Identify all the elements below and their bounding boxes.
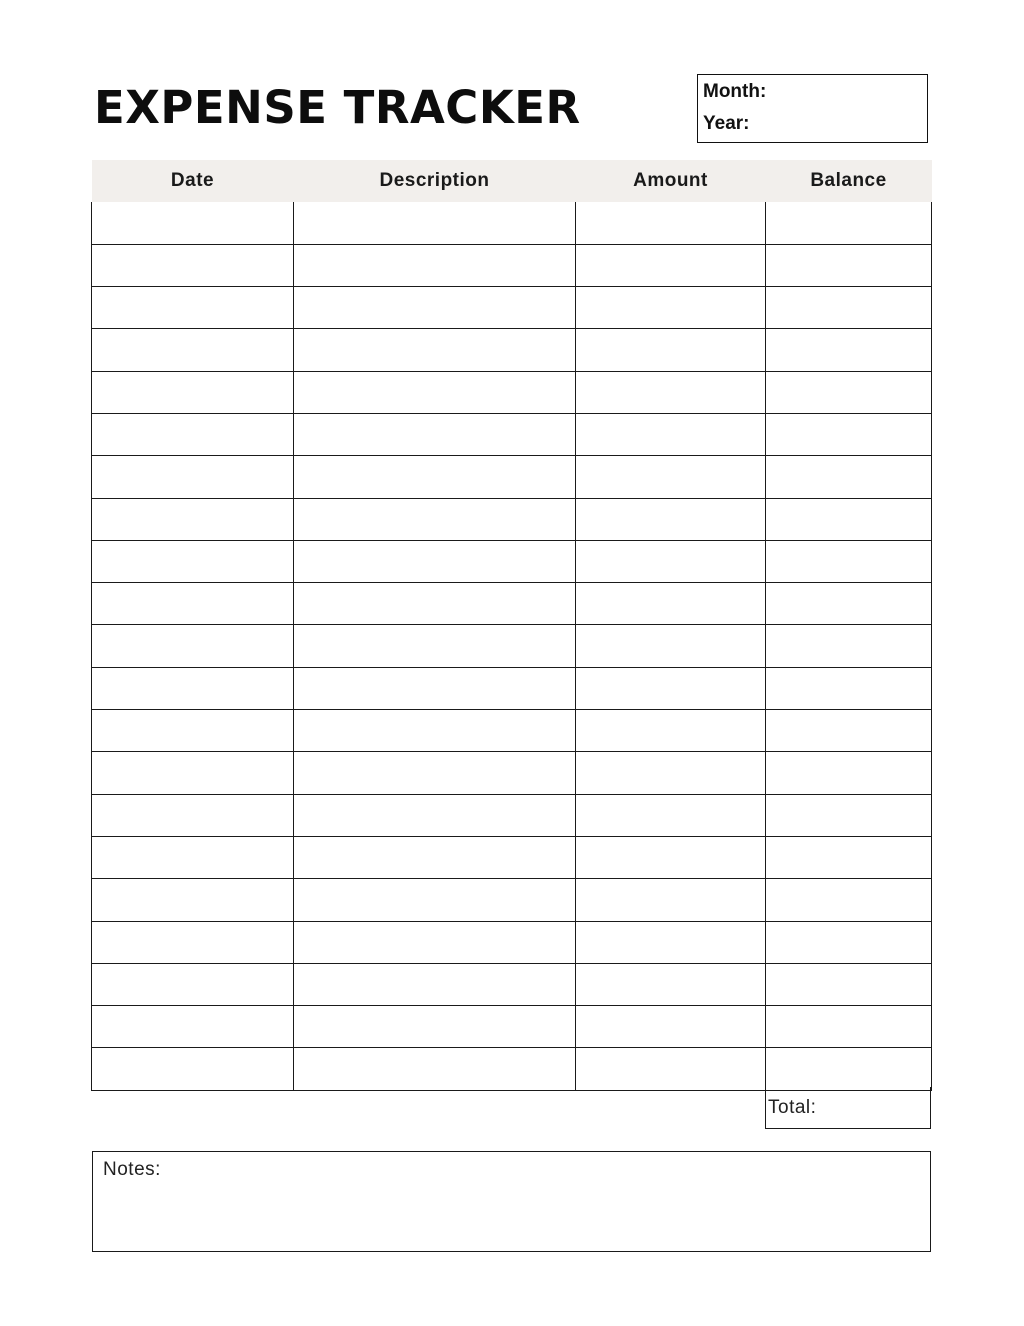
amount-cell[interactable]	[576, 329, 766, 371]
period-box	[697, 74, 928, 143]
date-cell[interactable]	[92, 1048, 294, 1090]
amount-cell[interactable]	[576, 667, 766, 709]
column-header-amount: Amount	[576, 160, 766, 202]
balance-cell[interactable]	[766, 963, 932, 1005]
description-cell[interactable]	[294, 413, 576, 455]
description-cell[interactable]	[294, 963, 576, 1005]
balance-cell[interactable]	[766, 498, 932, 540]
table-row	[92, 540, 932, 582]
table-row	[92, 371, 932, 413]
description-cell[interactable]	[294, 371, 576, 413]
amount-cell[interactable]	[576, 921, 766, 963]
amount-cell[interactable]	[576, 625, 766, 667]
table-row	[92, 625, 932, 667]
table-row	[92, 202, 932, 244]
table-row	[92, 963, 932, 1005]
total-label: Total:	[768, 1097, 817, 1118]
total-box	[765, 1087, 931, 1129]
notes-box	[92, 1151, 931, 1252]
table-row	[92, 710, 932, 752]
balance-cell[interactable]	[766, 794, 932, 836]
description-cell[interactable]	[294, 287, 576, 329]
table-row	[92, 456, 932, 498]
date-cell[interactable]	[92, 456, 294, 498]
balance-cell[interactable]	[766, 287, 932, 329]
amount-cell[interactable]	[576, 752, 766, 794]
date-cell[interactable]	[92, 667, 294, 709]
column-header-balance: Balance	[766, 160, 932, 202]
balance-cell[interactable]	[766, 752, 932, 794]
balance-cell[interactable]	[766, 456, 932, 498]
date-cell[interactable]	[92, 1006, 294, 1048]
balance-cell[interactable]	[766, 202, 932, 244]
year-field-label: Year:	[703, 113, 750, 134]
amount-cell[interactable]	[576, 963, 766, 1005]
amount-cell[interactable]	[576, 583, 766, 625]
description-cell[interactable]	[294, 329, 576, 371]
month-field-label: Month:	[703, 81, 767, 102]
amount-cell[interactable]	[576, 540, 766, 582]
description-cell[interactable]	[294, 625, 576, 667]
amount-cell[interactable]	[576, 498, 766, 540]
description-cell[interactable]	[294, 244, 576, 286]
date-cell[interactable]	[92, 921, 294, 963]
balance-cell[interactable]	[766, 371, 932, 413]
balance-cell[interactable]	[766, 540, 932, 582]
date-cell[interactable]	[92, 329, 294, 371]
amount-cell[interactable]	[576, 710, 766, 752]
date-cell[interactable]	[92, 202, 294, 244]
date-cell[interactable]	[92, 287, 294, 329]
balance-cell[interactable]	[766, 413, 932, 455]
description-cell[interactable]	[294, 202, 576, 244]
description-cell[interactable]	[294, 879, 576, 921]
amount-cell[interactable]	[576, 1006, 766, 1048]
date-cell[interactable]	[92, 371, 294, 413]
table-body	[92, 202, 932, 1090]
description-cell[interactable]	[294, 456, 576, 498]
balance-cell[interactable]	[766, 583, 932, 625]
page-title: EXPENSE TRACKER	[94, 81, 581, 134]
date-cell[interactable]	[92, 794, 294, 836]
balance-cell[interactable]	[766, 667, 932, 709]
date-cell[interactable]	[92, 583, 294, 625]
amount-cell[interactable]	[576, 456, 766, 498]
balance-cell[interactable]	[766, 879, 932, 921]
amount-cell[interactable]	[576, 371, 766, 413]
balance-cell[interactable]	[766, 921, 932, 963]
date-cell[interactable]	[92, 413, 294, 455]
table-header-row	[92, 160, 932, 202]
table-row	[92, 879, 932, 921]
date-cell[interactable]	[92, 836, 294, 878]
balance-cell[interactable]	[766, 1048, 932, 1090]
table-row	[92, 921, 932, 963]
amount-cell[interactable]	[576, 879, 766, 921]
table-row	[92, 498, 932, 540]
amount-cell[interactable]	[576, 202, 766, 244]
date-cell[interactable]	[92, 498, 294, 540]
column-header-date: Date	[92, 160, 294, 202]
description-cell[interactable]	[294, 498, 576, 540]
amount-cell[interactable]	[576, 794, 766, 836]
balance-cell[interactable]	[766, 625, 932, 667]
description-cell[interactable]	[294, 1006, 576, 1048]
table-row	[92, 667, 932, 709]
amount-cell[interactable]	[576, 1048, 766, 1090]
amount-cell[interactable]	[576, 244, 766, 286]
date-cell[interactable]	[92, 540, 294, 582]
table-row	[92, 287, 932, 329]
balance-cell[interactable]	[766, 1006, 932, 1048]
column-header-description: Description	[294, 160, 576, 202]
description-cell[interactable]	[294, 921, 576, 963]
table-row	[92, 329, 932, 371]
date-cell[interactable]	[92, 710, 294, 752]
description-cell[interactable]	[294, 752, 576, 794]
table-row	[92, 794, 932, 836]
notes-label: Notes:	[103, 1159, 161, 1180]
description-cell[interactable]	[294, 540, 576, 582]
table-row	[92, 1048, 932, 1090]
description-cell[interactable]	[294, 710, 576, 752]
amount-cell[interactable]	[576, 836, 766, 878]
date-cell[interactable]	[92, 244, 294, 286]
date-cell[interactable]	[92, 879, 294, 921]
description-cell[interactable]	[294, 794, 576, 836]
amount-cell[interactable]	[576, 287, 766, 329]
table-row	[92, 752, 932, 794]
date-cell[interactable]	[92, 625, 294, 667]
description-cell[interactable]	[294, 836, 576, 878]
table-row	[92, 583, 932, 625]
amount-cell[interactable]	[576, 413, 766, 455]
table-row	[92, 836, 932, 878]
date-cell[interactable]	[92, 752, 294, 794]
expense-table	[91, 160, 932, 1091]
description-cell[interactable]	[294, 583, 576, 625]
table-row	[92, 413, 932, 455]
description-cell[interactable]	[294, 667, 576, 709]
date-cell[interactable]	[92, 963, 294, 1005]
table-row	[92, 244, 932, 286]
balance-cell[interactable]	[766, 710, 932, 752]
balance-cell[interactable]	[766, 329, 932, 371]
table-row	[92, 1006, 932, 1048]
balance-cell[interactable]	[766, 836, 932, 878]
description-cell[interactable]	[294, 1048, 576, 1090]
balance-cell[interactable]	[766, 244, 932, 286]
